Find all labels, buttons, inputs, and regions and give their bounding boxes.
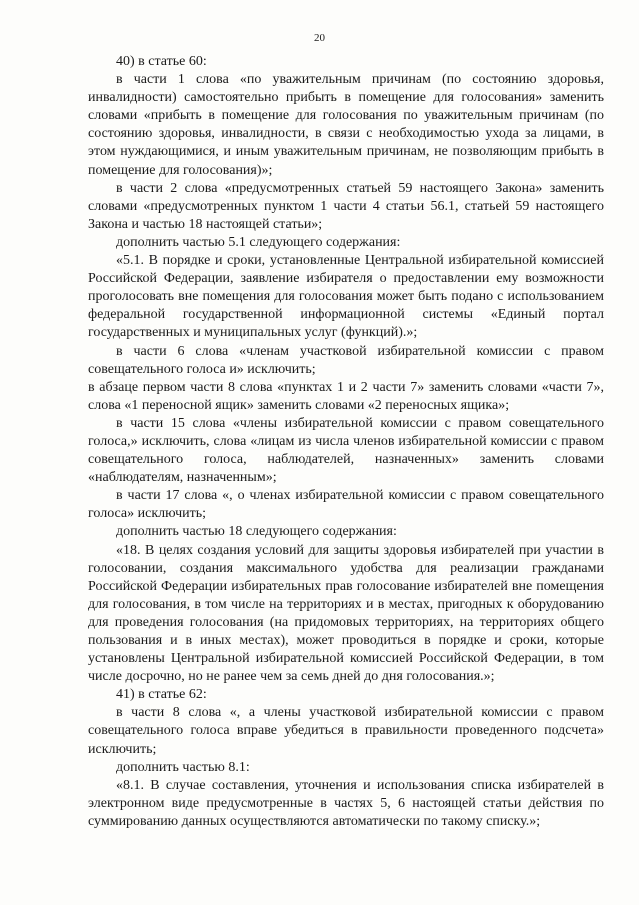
paragraph: в части 6 слова «членам участковой избирательной комиссии с правом совещательного голоса и» исключить;	[88, 343, 604, 377]
paragraph: дополнить частью 18 следующего содержания:	[116, 524, 397, 540]
document-body	[88, 53, 604, 831]
paragraph: дополнить частью 8.1:	[116, 759, 250, 775]
paragraph: дополнить частью 5.1 следующего содержания:	[116, 234, 401, 250]
paragraph: «8.1. В случае составления, уточнения и использования списка избирателей в электронном виде предусмотренные в частях 5, 6 настоящей статьи действия по суммированию данных осуществляются автоматически по такому списку.»;	[88, 777, 604, 829]
page-number: 20	[314, 32, 325, 44]
paragraph: в абзаце первом части 8 слова «пунктах 1 и 2 части 7» заменить словами «части 7», слова «1 переносной ящик» заменить словами «2 переносных ящика»;	[88, 379, 604, 413]
paragraph: «18. В целях создания условий для защиты здоровья избирателей при участии в голосовании, создания максимального удобства для реализации гражданами Российской Федерации избирательных прав голосование избирателей вне помещения для голосования, в том числе на территориях и в местах, пригодных к оборудованию для проведения голосования (на придомовых территориях, на территориях общего пользования и в иных местах), может проводиться в порядке и сроки, которые установлены Центральной избирательной комиссией Российской Федерации, в том числе досрочно, но не ранее чем за семь дней до дня голосования.»;	[88, 542, 604, 685]
paragraph-article-41: 41) в статье 62:	[116, 687, 207, 703]
paragraph: «5.1. В порядке и сроки, установленные Центральной избирательной комиссией Российской Федерации, заявление избирателя о предоставлении ему возможности проголосовать вне помещения для голосования может быть подано с использованием федеральной государственной информационной системы «Единый портал государственных и муниципальных услуг (функций).»;	[88, 253, 604, 341]
paragraph: в части 8 слова «, а члены участковой избирательной комиссии с правом совещательного голоса вправе убедиться в правильности проведенного подсчета» исключить;	[88, 705, 604, 757]
paragraph: в части 17 слова «, о членах избирательной комиссии с правом совещательного голоса» исключить;	[88, 488, 604, 522]
paragraph-article-40: 40) в статье 60:	[116, 54, 207, 69]
paragraph: в части 1 слова «по уважительным причинам (по состоянию здоровья, инвалидности) самостоятельно прибыть в помещение для голосования» заменить словами «прибыть в помещение для голосования по уважительным причинам (по состоянию здоровья, инвалидности, в связи с необходимостью ухода за лицами, в этом нуждающимися, и иным уважительным причинам, не позволяющим прибыть в помещение для голосования)»;	[88, 72, 604, 178]
paragraph: в части 2 слова «предусмотренных статьей 59 настоящего Закона» заменить словами «предусмотренных пунктом 1 части 4 статьи 56.1, статьей 59 настоящего Закона и частью 18 настоящей статьи»;	[88, 180, 604, 232]
paragraph: в части 15 слова «члены избирательной комиссии с правом совещательного голоса,» исключить, слова «лицам из числа членов избирательной комиссии с правом совещательного голоса, наблюдателей, назначенных» заменить словами «наблюдателям, назначенным»;	[88, 415, 604, 486]
